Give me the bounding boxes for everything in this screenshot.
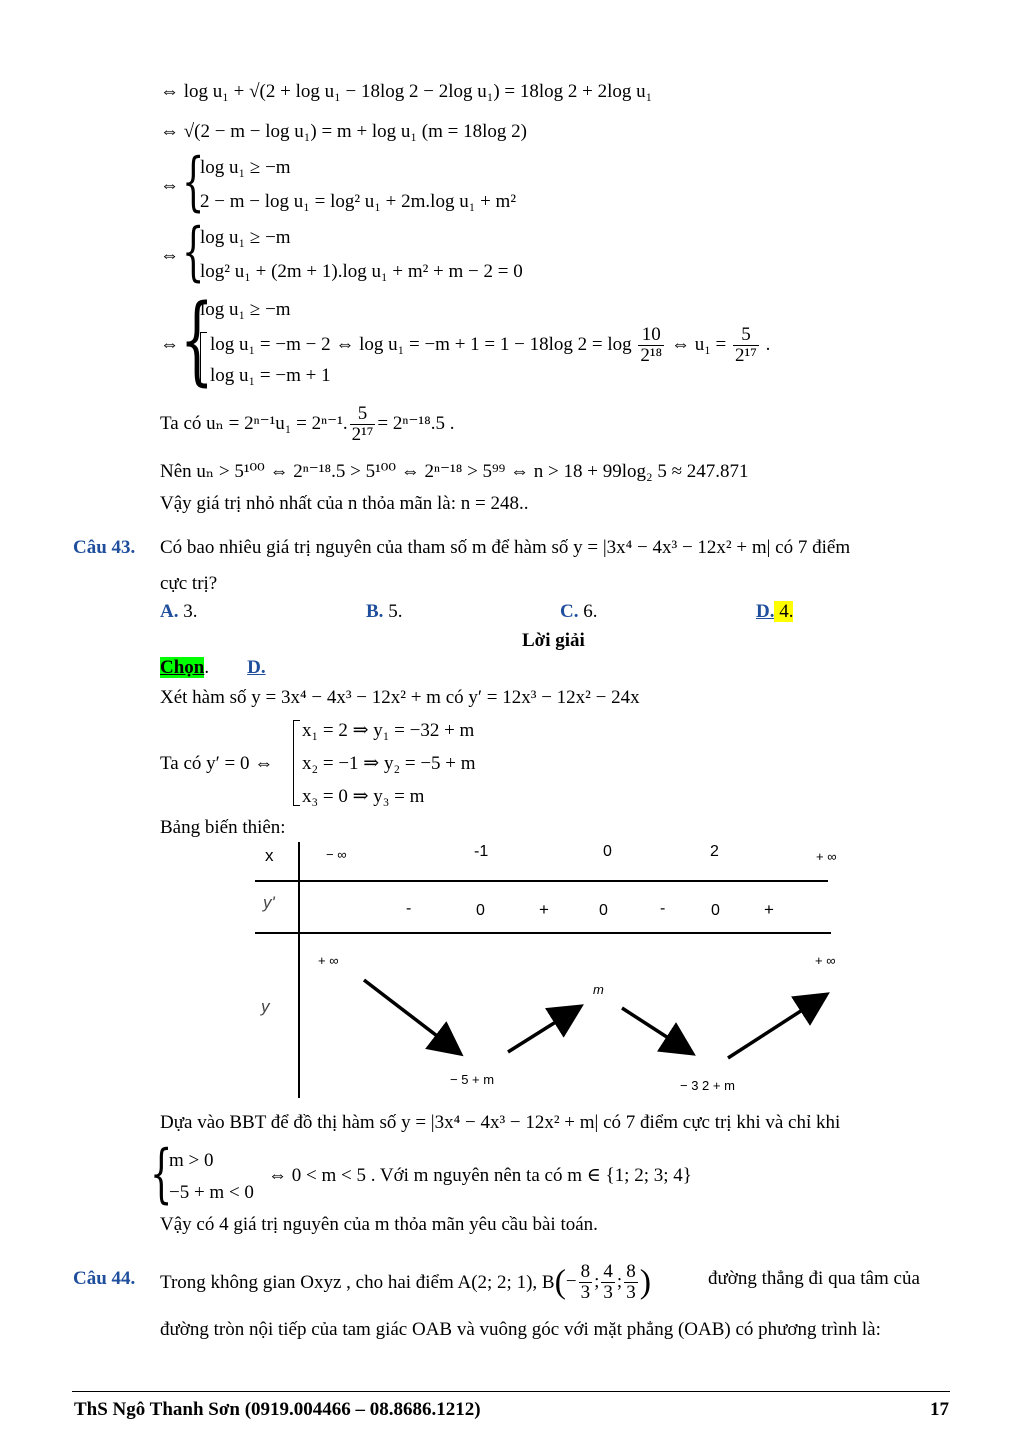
final-system-2: −5 + m < 0 (169, 1182, 254, 1203)
bbt-sign: 0 (476, 902, 485, 919)
system-5-line-a: log u₁ ≥ −m (200, 299, 291, 320)
bbt-y-value: + ∞ (815, 953, 836, 968)
arrow-up-icon (728, 996, 824, 1058)
bbt-y-value: − 5 + m (450, 1072, 495, 1087)
system-5-line-c: log u₁ = −m + 1 (210, 365, 331, 386)
bbt-y-header: y (261, 997, 270, 1016)
equation-line-1: ⇔ log u₁ + √(2 + log u₁ − 18log 2 − 2log u₁) = 18log 2 + 2log u₁ (160, 81, 653, 102)
bbt-y-value: + ∞ (318, 953, 339, 968)
system-brace: { (182, 145, 205, 219)
system-4-line-a: log u₁ ≥ −m (200, 227, 291, 248)
fraction: $\frac{5}{\text{2¹⁷}}$ (351, 403, 374, 445)
option-d: D. 4. (756, 601, 794, 622)
bbt-sign: - (660, 900, 666, 917)
bbt-sign: 0 (711, 902, 720, 919)
arrow-down-icon (364, 980, 458, 1052)
question-44-text: Trong không gian Oxyz , cho hai điểm A(2; 2; 1), B(− $\frac{8}{3}$ ; $\frac{4}{3}$ ; $\frac{8}{3}$ ) (160, 1261, 652, 1303)
system-brace: { (180, 284, 214, 396)
equation-line-2: ⇔ √(2 − m − log u₁) = m + log u₁ (m = 18log 2) (160, 121, 527, 142)
bbt-sign: + (539, 900, 549, 919)
fraction: $\frac{10}{\text{2¹⁸}}$ (640, 324, 663, 366)
option-c: C. 6. (560, 601, 598, 622)
equiv-symbol: ⇔ (160, 175, 179, 196)
question-44-text-right: đường thẳng đi qua tâm của (708, 1268, 920, 1289)
root-2: x₂ = −1 ⇒ y₂ = −5 + m (302, 753, 476, 774)
roots-bracket (293, 720, 300, 806)
bbt-sign: + (764, 900, 774, 919)
bbt-y-value: m (593, 982, 604, 997)
final-system-1: m > 0 (169, 1150, 214, 1171)
final-system-result: ⇔ 0 < m < 5 . Với m nguyên nên ta có m ∈ {1; 2; 3; 4} (268, 1165, 692, 1186)
fraction: $\frac{5}{\text{2¹⁷}}$ (735, 324, 757, 366)
arrow-up-icon (508, 1008, 578, 1052)
bbt-label: Bảng biến thiên: (160, 817, 286, 838)
bbt-sign: - (406, 900, 412, 917)
equiv-symbol: ⇔ (160, 245, 179, 266)
taco-yprime: Ta có y′ = 0 ⇔ (160, 753, 274, 774)
bbt-yprime-header: y' (263, 893, 275, 912)
option-a: A. 3. (160, 601, 198, 622)
or-bracket (200, 332, 207, 386)
question-43-text: Có bao nhiêu giá trị nguyên của tham số m để hàm số y = |3x⁴ − 4x³ − 12x² + m| có 7 điểm (160, 537, 851, 558)
system-brace: { (182, 215, 205, 289)
fraction: $\frac{4}{3}$ (603, 1261, 613, 1303)
bbt-y-value: − 3 2 + m (680, 1078, 735, 1093)
solution-heading: Lời giải (522, 630, 585, 651)
bbt-x-value: 2 (710, 843, 719, 860)
bbt-x-value: -1 (474, 843, 489, 860)
equiv-symbol: ⇔ (160, 334, 179, 355)
question-43-label: Câu 43. (73, 537, 136, 558)
page-number: 17 (930, 1399, 949, 1420)
fraction: $\frac{8}{3}$ (580, 1261, 591, 1303)
question-44-text-cont: đường tròn nội tiếp của tam giác OAB và vuông góc với mặt phẳng (OAB) có phương trình là: (160, 1319, 881, 1340)
bbt-x-value: 0 (603, 843, 612, 860)
system-5-line-b: log u₁ = −m − 2 ⇔ log u₁ = −m + 1 = 1 − 18log 2 = log $\frac{10}{\text{2¹⁸}}$ ⇔ u₁ = $\frac{5}{\text{2¹⁷}}$ . (210, 324, 771, 366)
option-b: B. 5. (366, 601, 403, 622)
bbt-sign: 0 (599, 902, 608, 919)
system-3-line-a: log u₁ ≥ −m (200, 157, 291, 178)
conclusion-line: Vậy giá trị nhỏ nhất của n thỏa mãn là: n = 248.. (160, 493, 529, 514)
arrow-down-icon (622, 1008, 690, 1052)
root-1: x₁ = 2 ⇒ y₁ = −32 + m (302, 720, 475, 741)
fraction: $\frac{8}{3}$ (626, 1261, 636, 1303)
bbt-x-header: x (265, 846, 274, 865)
taco-un-line: Ta có uₙ = 2ⁿ⁻¹u₁ = 2ⁿ⁻¹. $\frac{5}{\text{2¹⁷}}$ = 2ⁿ⁻¹⁸.5 . (160, 403, 455, 445)
duavao-line: Dựa vào BBT để đồ thị hàm số y = |3x⁴ − 4x³ − 12x² + m| có 7 điểm cực trị khi và chỉ khi (160, 1112, 841, 1133)
bbt-x-value: − ∞ (326, 847, 347, 862)
question-44-label: Câu 44. (73, 1268, 136, 1289)
question-43-text-cont: cực trị? (160, 573, 218, 594)
system-3-line-b: 2 − m − log u₁ = log² u₁ + 2m.log u₁ + m² (200, 191, 517, 212)
system-brace: { (150, 1137, 173, 1211)
nen-line: Nên uₙ > 5¹⁰⁰ ⇔ 2ⁿ⁻¹⁸.5 > 5¹⁰⁰ ⇔ 2ⁿ⁻¹⁸ > 5⁹⁹ ⇔ n > 18 + 99log₂ 5 ≈ 247.871 (160, 461, 749, 482)
chosen-answer: Chọn. D. (160, 657, 266, 678)
footer-author: ThS Ngô Thanh Sơn (0919.004466 – 08.8686.1212) (74, 1399, 481, 1420)
footer-divider (72, 1391, 950, 1392)
system-4-line-b: log² u₁ + (2m + 1).log u₁ + m² + m − 2 = 0 (200, 261, 523, 282)
bbt-x-value: + ∞ (816, 849, 837, 864)
question-43-conclusion: Vậy có 4 giá trị nguyên của m thỏa mãn yêu cầu bài toán. (160, 1214, 598, 1235)
xet-ham-so: Xét hàm số y = 3x⁴ − 4x³ − 12x² + m có y′ = 12x³ − 12x² − 24x (160, 687, 640, 708)
root-3: x₃ = 0 ⇒ y₃ = m (302, 786, 425, 807)
